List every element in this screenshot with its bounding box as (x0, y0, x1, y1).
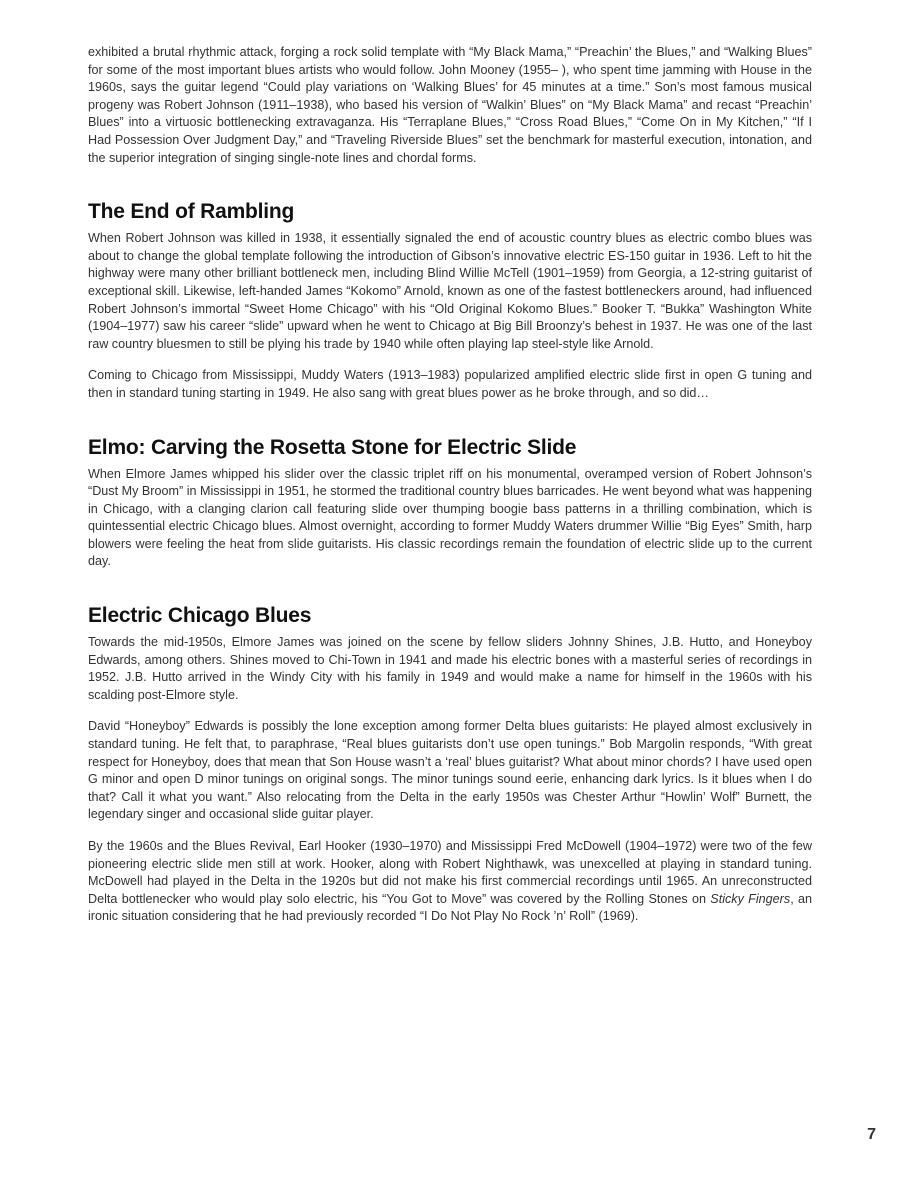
section-heading: The End of Rambling (88, 200, 295, 224)
text-run: , an ironic situation considering that he had previously recorded “I Do Not Play No Rock ’n’ Roll” (1969). (88, 891, 812, 924)
intro-paragraph: exhibited a brutal rhythmic attack, forging a rock solid template with “My Black Mama,” “Preachin’ the Blues,” and “Walking Blues” for some of the most important blues artists who would follow. John Mooney (1955– ), who spent time jamming with House in the 1960s, says the guitar legend “Could play variations on ‘Walking Blues’ for 45 minutes at a time.” Son’s most famous musical progeny was Robert Johnson (1911–1938), who based his version of “Walkin’ Blues” on “My Black Mama” and recast “Preachin’ Blues” into a virtuosic bottlenecking extravaganza. His “Terraplane Blues,” “Cross Road Blues,” “Come On in My Kitchen,” “If I Had Possession Over Judgment Day,” and “Traveling Riverside Blues” set the benchmark for masterful execution, intonation, and the superior integration of singing single-note lines and chordal forms. (88, 45, 812, 165)
intro-block (88, 44, 812, 167)
section-paragraph: When Robert Johnson was killed in 1938, it essentially signaled the end of acoustic country blues as electric combo blues was about to change the global template following the introduction of Gibson’s innovative electric ES-150 guitar in 1936. Left to hit the highway were many other brilliant bottleneck men, including Blind Willie McTell (1901–1959) from Georgia, a 12-string guitarist of exceptional skill. Likewise, left-handed James “Kokomo” Arnold, known as one of the fastest bottleneckers around, had influenced Robert Johnson’s immortal “Sweet Home Chicago” with his “Old Original Kokomo Blues.” Booker T. “Bukka” Washington White (1904–1977) saw his career “slide” upward when he went to Chicago at Big Bill Broonzy’s behest in 1937. He was one of the last raw country bluesmen to still be plying his trade by 1940 while often playing lap steel-style like Arnold. (88, 231, 812, 351)
section-paragraph: Towards the mid-1950s, Elmore James was joined on the scene by fellow sliders Johnny Shines, J.B. Hutto, and Honeyboy Edwards, among others. Shines moved to Chi-Town in 1941 and made his electric bones with a masterful series of recordings in 1952. J.B. Hutto arrived in the Windy City with his family in 1949 and would make a name for himself in the 1960s with his scalding post-Elmore style. (88, 635, 812, 702)
section-electric-chicago-blues (88, 603, 812, 926)
section-paragraph: When Elmore James whipped his slider over the classic triplet riff on his monumental, overamped version of Robert Johnson’s “Dust My Broom” in Mississippi in 1951, he stormed the traditional country blues barricades. He went beyond what was happening in Chicago, with a clanging clarion call featuring slide over thumping boogie bass patterns in a thrilling combination, which is quintessential electric Chicago blues. Almost overnight, according to former Muddy Waters drummer Willie “Big Eyes” Smith, harp blowers were feeling the heat from slide guitarists. His classic recordings remain the foundation of electric slide up to the current day. (88, 466, 812, 569)
section-elmo (88, 435, 812, 572)
album-title: Sticky Fingers (710, 891, 791, 906)
section-heading: Elmo: Carving the Rosetta Stone for Electric Slide (88, 435, 577, 459)
page-body (88, 44, 812, 926)
section-end-of-rambling (88, 199, 812, 402)
section-paragraph: Coming to Chicago from Mississippi, Muddy Waters (1913–1983) popularized amplified electric slide first in open G tuning and then in standard tuning starting in 1949. He also sang with great blues power as he broke through, and so did… (88, 368, 812, 400)
page-number: 7 (867, 1126, 876, 1143)
section-paragraph-last (88, 838, 812, 926)
text-run: By the 1960s and the Blues Revival, Earl Hooker (1930–1970) and Mississippi Fred McDowell (1904–1972) were two of the few pioneering electric slide men still at work. Hooker, along with Robert Nighthawk, was unexcelled at playing in standard tuning. McDowell had played in the Delta in the 1920s but did not make his first commercial recordings until 1965. An unreconstructed Delta bottlenecker who would play solo electric, his “You Got to Move” was covered by the Rolling Stones on (88, 839, 812, 906)
section-heading: Electric Chicago Blues (88, 604, 312, 628)
section-paragraph: David “Honeyboy” Edwards is possibly the lone exception among former Delta blues guitarists: He played almost exclusively in standard tuning. He felt that, to paraphrase, “Real blues guitarists don’t use open tunings.” Bob Margolin responds, “With great respect for Honeyboy, does that mean that Son House wasn’t a ‘real’ blues guitarist? What about minor chords? I have used open G minor and open D minor tunings on original songs. The minor tunings sound eerie, enhancing dark lyrics. Is it blues when I do that? Call it what you want.” Also relocating from the Delta in the early 1950s was Chester Arthur “Howlin’ Wolf” Burnett, the legendary singer and occasional slide guitar player. (88, 719, 812, 822)
